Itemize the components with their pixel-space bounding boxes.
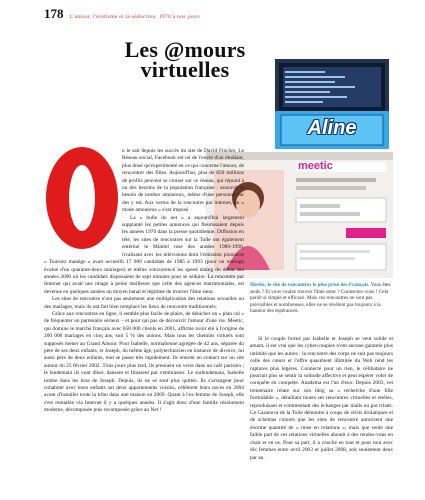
paragraph: La « bulle du net » a aujourd'hui largement supplanté les petites annonces qui fleurissaient depuis les années 1970 dans la presse quotidienne. Diffusion en télé, les sites de rencontres sur la Toile ont également entériné le Minitel rose des années 1980-1990, rivalisant avec les télévisions dont l'émission pionnière « Tournez manège » avait accueilli 17 000 candidats de 1985 à 1993 (pour un mariage évalué d'un quarante-deux mariages) et même concurrencé les speed dating du début des années 2000 où les candidats disposaient de sept minutes pour se séduire. La rencontre par Internet qui avait une image à peine meilleure que celle des agences matrimoniales, est devenue en quelques années un moyen banal et légitime de trouver l'âme sœur. [44,214,244,295]
paragraph: n le sait depuis les succès du site de David Fincher, Le Réseau social, Facebook est né de l'envie d'un étudiant, plus doué qu'expérimenté en ce qui concerne l'amour, de rencontrer des filles. Aujourd'hui, plus de 850 millions de profils peuvent se croiser sur ce réseau, qui répond à un des besoins de la population française : assouvir le besoin de tomber amoureux, même d'une personne sur des y est. Aux vertus de la rencontre par internet, un « mode amoureux » s'est imposé. [122,148,244,214]
meetic-logo: meetic [298,160,333,172]
page-number: 178 [44,6,64,21]
running-head: L'amour, l'érotisme et la séduction, 1970 à nos jours [69,14,200,20]
paragraph: Les sites de rencontre n'ont pas seulement une multiplication des relations sexuelles ou des mariages, mais ils ont fait bien remplacé les lieux de rencontre traditionnels. [44,296,244,310]
caption-lead: Meetic, le site de rencontres le plus prisé des Français. [250,282,370,288]
title-line-2: virtuelles [140,57,230,82]
article-title [85,37,285,82]
paragraph: Grâce aux rencontres en ligne, il semble plus facile de plaire, de dénicher un « plan cul » de fréquenter un partenaire sérieux – et pour qui pas de découvrir l'amour d'une vie. Meetic, qui domine le marché français avec 850 000 clients en 2001, affirme avoir été à l'origine de 200 000 mariages en cinq ans, soit 5 % des unions. Mais tous les chemins virtuels sont supposés mener au Grand Amour. Pour Isabelle, normalienne agrégée de 42 ans, séparée du père de ses deux enfants, et Joseph, du même âge, polytechnicien en instance de divorce, lui aussi père de deux enfants, tout se passe très rapidement. Ils entrent en contact sur un site autour du 25 février 2002. Trois jours plus tard, ils prennent un verre dans un café parisien ; le lendemain ils vont dîner, dansent et finissent par s'embrasser. Le surlendemain, Isabelle tombe dans les bras de Joseph. Depuis, ils ne se sont plus quittés. Ils s'arrangent pour cohabiter avec leurs enfants sur deux appartements voisins, célèbrent leurs noces en 2004 avant d'installer toute la tribu dans une maison en 2009. Quant à l'ex-femme de Joseph, elle s'est remariée via Internet il y a quelques années. Il s'agit donc d'une famille résolument moderne, décomposée puis recomposée grâce au Net ! [44,310,244,414]
body-column-right [250,336,393,494]
paragraph: Si le couple formé par Isabelle et Joseph se veut solide et amant, il est vrai que les cyber-couples n'ont aucune garantie plus intimité que les autres : la rencontre des corps ne suit pas toujours celle des cœurs et l'offre quasiment illimitée du Web rend les ruptures plus légères. Connecté pour un rien, le célibataire ne pourrait plus se sentir la solitude affective et peut espérer voler de conquête en conquête. Anadema est l'un d'eux. Depuis 2003, cet trentenaire relate sur son blog sa « recherche d'une fille formidable », détaillant toutes ses rencontres virtuelles et réelles, reproduisant et commentant des échanges par mails ou par tchats. Ce Casanova de la Toile démontre à coups de récits drolatiques et de schémas colorés que les sites de rencontre autorisent une énorme quantité de « mise en relations », mais que seule une faible part de ces relations virtuelles aboutit à des rendez-vous en chair et en os. Pour sa part, il a couché en tout et pour tout avec dix femmes entre avril 2003 et juillet 2008, soit seulement deux par an. [250,336,393,461]
title-line-1: Les @mours [124,37,246,62]
caption-body: Vous êtes seuls ? Et vous voulez trouver l'âme sœur ? Connectez-vous ! Cela paraît si simple et efficace. Mais ces rencontres ne sont pas prévisibles et nombreuses, elles ne se révèlent pas toujours à la hauteur des espérances. [250,282,391,315]
chat-screenshot-photo [275,59,389,149]
photo-caption [250,282,393,315]
chat-logo: Aline [307,117,357,139]
body-column-left [44,148,244,493]
page-header [44,6,200,20]
